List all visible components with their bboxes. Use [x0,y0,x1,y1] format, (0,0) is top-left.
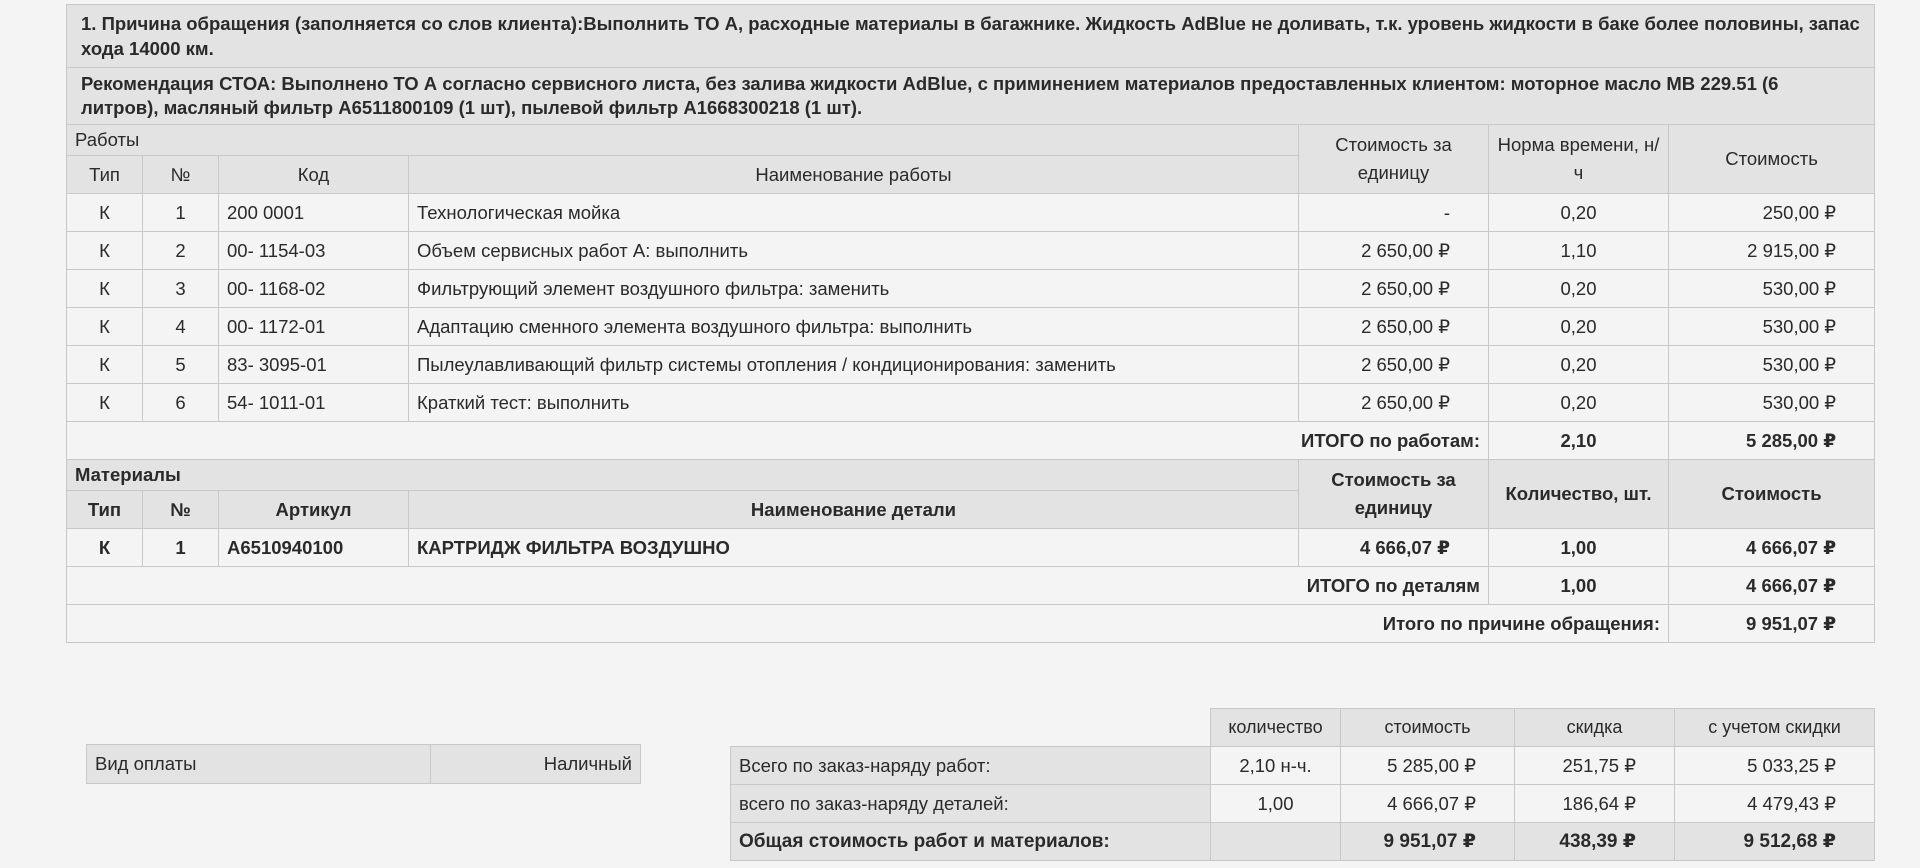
material-unit-cost: 4 666,07 ₽ [1299,529,1489,567]
grand-total-qty [1211,823,1341,861]
table-row [67,232,1875,270]
totals-header-discount: скидка [1515,709,1675,747]
order-totals-table [730,708,1875,861]
work-num: 4 [143,308,219,346]
works-header-unit-cost: Стоимость за единицу [1299,125,1489,194]
work-name: Технологическая мойка [409,194,1299,232]
material-type: К [67,529,143,567]
work-unit-cost: 2 650,00 ₽ [1299,308,1489,346]
work-unit-cost: 2 650,00 ₽ [1299,384,1489,422]
materials-total-label: ИТОГО по деталям [67,567,1489,605]
work-name: Адаптацию сменного элемента воздушного фильтра: выполнить [409,308,1299,346]
work-type: К [67,270,143,308]
grand-total-with-discount: 9 512,68 ₽ [1675,823,1875,861]
work-code: 83- 3095-01 [219,346,409,384]
work-cost: 530,00 ₽ [1669,384,1875,422]
materials-header-article: Артикул [219,491,409,529]
works-header-num: № [143,156,219,194]
work-cost: 2 915,00 ₽ [1669,232,1875,270]
work-norm: 0,20 [1489,346,1669,384]
work-unit-cost: - [1299,194,1489,232]
recommendation-row [67,68,1875,125]
cause-total-row [67,605,1875,643]
grand-total-cost: 9 951,07 ₽ [1341,823,1515,861]
works-header-norm: Норма времени, н/ч [1489,125,1669,194]
materials-total-qty: 1,00 [1489,567,1669,605]
work-order-table [66,4,1875,643]
material-name: КАРТРИДЖ ФИЛЬТРА ВОЗДУШНО [409,529,1299,567]
totals-row-cost: 4 666,07 ₽ [1341,785,1515,823]
totals-row-discount: 251,75 ₽ [1515,747,1675,785]
work-name: Пылеулавливающий фильтр системы отопления / кондиционирования: заменить [409,346,1299,384]
totals-row-label: всего по заказ-наряду деталей: [731,785,1211,823]
table-row [67,308,1875,346]
materials-section-title: Материалы [67,460,1299,491]
work-code: 00- 1168-02 [219,270,409,308]
cause-row [67,5,1875,68]
materials-total-cost: 4 666,07 ₽ [1669,567,1875,605]
work-code: 00- 1154-03 [219,232,409,270]
works-total-norm: 2,10 [1489,422,1669,460]
work-norm: 1,10 [1489,232,1669,270]
work-code: 00- 1172-01 [219,308,409,346]
cause-total-label: Итого по причине обращения: [67,605,1669,643]
totals-header-row [731,709,1875,747]
totals-row-qty: 1,00 [1211,785,1341,823]
work-type: К [67,194,143,232]
work-cost: 530,00 ₽ [1669,270,1875,308]
work-num: 5 [143,346,219,384]
payment-label: Вид оплаты [87,745,431,784]
payment-value: Наличный [431,745,641,784]
work-cost: 250,00 ₽ [1669,194,1875,232]
material-num: 1 [143,529,219,567]
work-norm: 0,20 [1489,194,1669,232]
recommendation-text: Рекомендация СТОА: Выполнено ТО А согласно сервисного листа, без залива жидкости AdBlue, с приминением материалов предоставленных клиентом: моторное масло MB 229.51 (6 литров), масляный фильтр A6511800109 (1 шт), пылевой фильтр A1668300218 (1 шт). [67,68,1875,125]
works-header-name: Наименование работы [409,156,1299,194]
table-row [67,384,1875,422]
table-row [731,747,1875,785]
work-norm: 0,20 [1489,308,1669,346]
totals-row-qty: 2,10 н-ч. [1211,747,1341,785]
material-qty: 1,00 [1489,529,1669,567]
table-row [67,270,1875,308]
totals-row-discount: 186,64 ₽ [1515,785,1675,823]
work-type: К [67,232,143,270]
works-total-cost: 5 285,00 ₽ [1669,422,1875,460]
materials-header-num: № [143,491,219,529]
material-cost: 4 666,07 ₽ [1669,529,1875,567]
work-type: К [67,384,143,422]
materials-header-unit-cost: Стоимость за единицу [1299,460,1489,529]
work-name: Объем сервисных работ А: выполнить [409,232,1299,270]
work-unit-cost: 2 650,00 ₽ [1299,346,1489,384]
works-section-title: Работы [67,125,1299,156]
payment-table [86,744,641,784]
totals-header-with-discount: с учетом скидки [1675,709,1875,747]
materials-total-row [67,567,1875,605]
materials-header-name: Наименование детали [409,491,1299,529]
table-row [67,529,1875,567]
work-unit-cost: 2 650,00 ₽ [1299,270,1489,308]
work-num: 2 [143,232,219,270]
materials-header-cost: Стоимость [1669,460,1875,529]
works-header-cost: Стоимость [1669,125,1875,194]
work-cost: 530,00 ₽ [1669,346,1875,384]
totals-row-with-discount: 5 033,25 ₽ [1675,747,1875,785]
material-article: A6510940100 [219,529,409,567]
totals-row-cost: 5 285,00 ₽ [1341,747,1515,785]
work-unit-cost: 2 650,00 ₽ [1299,232,1489,270]
work-norm: 0,20 [1489,384,1669,422]
work-type: К [67,308,143,346]
grand-total-label: Общая стоимость работ и материалов: [731,823,1211,861]
table-row [731,785,1875,823]
works-header-type: Тип [67,156,143,194]
works-total-row [67,422,1875,460]
work-norm: 0,20 [1489,270,1669,308]
totals-grand-row [731,823,1875,861]
materials-header-qty: Количество, шт. [1489,460,1669,529]
totals-header-cost: стоимость [1341,709,1515,747]
cause-text: 1. Причина обращения (заполняется со слов клиента):Выполнить ТО А, расходные материалы в багажнике. Жидкость AdBlue не доливать, т.к. уровень жидкости в баке более половины, запас хода 14000 км. [67,5,1875,68]
grand-total-discount: 438,39 ₽ [1515,823,1675,861]
work-name: Фильтрующий элемент воздушного фильтра: заменить [409,270,1299,308]
cause-total-value: 9 951,07 ₽ [1669,605,1875,643]
work-type: К [67,346,143,384]
work-code: 200 0001 [219,194,409,232]
work-num: 6 [143,384,219,422]
works-total-label: ИТОГО по работам: [67,422,1489,460]
works-title-row [67,125,1875,156]
table-row [67,346,1875,384]
works-header-code: Код [219,156,409,194]
materials-header-type: Тип [67,491,143,529]
table-row [67,194,1875,232]
totals-row-label: Всего по заказ-наряду работ: [731,747,1211,785]
work-code: 54- 1011-01 [219,384,409,422]
work-num: 3 [143,270,219,308]
totals-header-qty: количество [1211,709,1341,747]
work-num: 1 [143,194,219,232]
work-cost: 530,00 ₽ [1669,308,1875,346]
totals-row-with-discount: 4 479,43 ₽ [1675,785,1875,823]
materials-title-row [67,460,1875,491]
work-name: Краткий тест: выполнить [409,384,1299,422]
